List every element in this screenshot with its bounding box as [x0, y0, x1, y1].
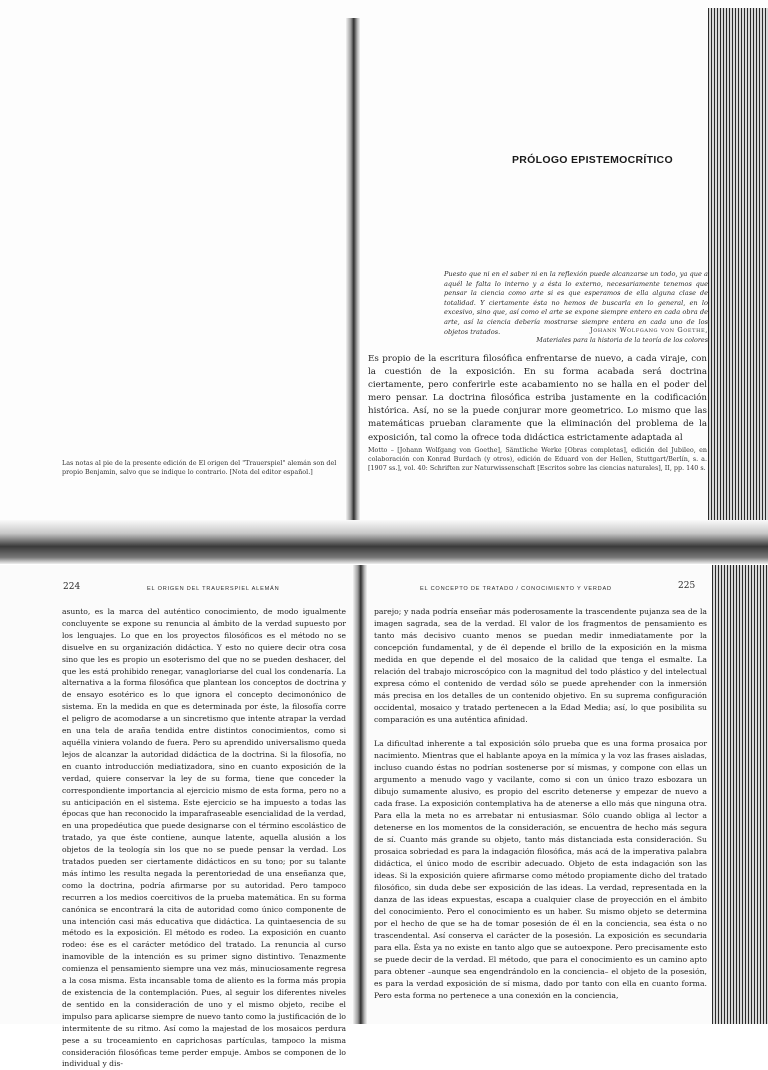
left-page-text: asunto, es la marca del auténtico conocimiento, de modo igualmente concluyente se expone su renuncia al ámbito de la verdad supuesto por los lenguajes. Lo que en los proyectos filosóficos es el método no se disuelve en su organización didáctica. Y esto no quiere decir otra cosa sino que les es propio un esoterismo del que no se pueden deshacer, del que les está prohibido renegar, vanagloriarse del cual los condenaría. La alternativa a la forma filosófica que plantean los conceptos de doctrina y de ensayo esotérico es lo que ignora el concepto decimonónico de sistema. En la medida en que es determinada por éste, la filosofía corre el peligro de acomodarse a un sincretismo que intente atrapar la verdad en una tela de araña tendida entre distintos conocimientos, como si aquélla viniera volando de fuera. Pero su aprendido universalismo queda lejos de alcanzar la autoridad didáctica de la doctrina. Si la filosofía, no en cuanto introducción mediatizadora, sino en cuanto exposición de la verdad, quiere conservar la ley de su forma, tiene que conceder la correspondiente importancia al ejercicio mismo de esta forma, pero no a su anticipación en el sistema. Este ejercicio se ha impuesto a todas las épocas que han reconocido la imparafraseable esencialidad de la verdad, en una propedéutica que puede designarse con el término escolástico de tratado, ya que éste contiene, aunque latente, aquella alusión a los objetos de la teología sin los que no se puede pensar la verdad. Los tratados pueden ser ciertamente didácticos en su tono; por su talante más íntimo les resulta negada la perentoriedad de una enseñanza que, como la doctrina, podría afirmarse por su autoridad. Pero tampoco recurren a los medios coercitivos de la prueba matemática. En su forma canónica se encontrará la cita de autoridad como único componente de una intención casi más educativa que didáctica. La quintaesencia de su método es la exposición. El método es rodeo. La exposición en cuanto rodeo: ése es el carácter metódico del tratado. La renuncia al curso inamovible de la intención es su primer signo distintivo. Tenazmente comienza el pensamiento siempre una vez más, minuciosamente regresa a la cosa misma. Esta incansable toma de aliento es la forma más propia de existencia de la contemplación. Pues, al seguir los diferentes niveles de sentido en la consideración de uno y el mismo objeto, recibe el impulso para aplicarse siempre de nuevo tanto como la justificación de lo intermitente de su ritmo. Así como la majestad de los mosaicos perdura pese a su troceamiento en caprichosas partículas, tampoco la misma consideración filosóficas teme perder empuje. Ambos se componen de lo individual y dis- [62, 607, 346, 1069]
footnote: Motto – [Johann Wolfgang von Goethe], Sämtliche Werke [Obras completas], edición del Jubileo, en colaboración con Konrad Burdach (y otros), edición de Eduard von der Hellen, Stuttgart/Berlín, s. a. [1907 ss.], vol. 40: Schriften zur Naturwissenschaft [Escritos sobre las ciencias naturales], II, pp. 140 s. [368, 446, 707, 472]
page-number-right: 225 [678, 581, 696, 591]
paragraph-1: parejo; y nada podría enseñar más poderosamente la trascendente pujanza sea de la imagen sagrada, sea de la verdad. El valor de los fragmentos de pensamiento es tanto más decisivo cuanto menos se puedan medir inmediatamente por la concepción fundamental, y de él depende el brillo de la exposición en la misma medida en que depende el del mosaico de la calidad que tenga el esmalte. La relación del trabajo microscópico con la magnitud del todo plástico y del intelectual expresa cómo el contenido de verdad sólo se puede aprehender con la inmersión más precisa en los detalles de un contenido objetivo. En su suprema configuración occidental, mosaico y tratado pertenecen a la Edad Media; así, lo que posibilita su comparación es una auténtica afinidad. [374, 607, 707, 724]
running-head-right: EL CONCEPTO DE TRATADO / CONOCIMIENTO Y VERDAD [420, 586, 612, 592]
bottom-gutter-shadow [353, 565, 367, 1024]
body-paragraph: Es propio de la escritura filosófica enfrentarse de nuevo, a cada viraje, con la cuestión de la exposición. En su forma acabada será doctrina ciertamente, pero conferirle este acabamiento no se halla en el poder del mero pensar. La doctrina filosófica estriba justamente en la codificación histórica. Así, no se la puede conjurar more geometrico. Lo mismo que las matemáticas prueban claramente que la eliminación del problema de la exposición, tal como la ofrece toda didáctica estrictamente adaptada al [368, 354, 707, 443]
epigraph-author: Johann Wolfgang von Goethe, [589, 326, 708, 334]
editor-note: Las notas al pie de la presente edición de El origen del "Trauerspiel" alemán son del propio Benjamin, salvo que se indique lo contrario. [Nota del editor español.] [62, 459, 337, 476]
page-number-left: 224 [63, 582, 81, 592]
paragraph-2: La dificultad inherente a tal exposición sólo prueba que es una forma prosaica por nacimiento. Mientras que el hablante apoya en la mímica y la voz las frases aisladas, incluso cuando éstas no podrían sostenerse por sí mismas, y compone con ellas un argumento a menudo vago y vacilante, como si con un único trazo esbozara un dibujo sumamente alusivo, es propio del escrito detenerse y empezar de nuevo a cada frase. La exposición contemplativa ha de atenerse a ello más que ninguna otra. Para ella la meta no es arrebatar ni entusiasmar. Sólo cuando obliga al lector a detenerse en los momentos de la consideración, se encuentra de hecho más segura de sí. Cuanto más grande su objeto, tanto más distanciada esta consideración. Su prosaica sobriedad es para la indagación filosófica, más acá de la imperativa palabra didáctica, el único modo de escribir adecuado. Objeto de esta indagación son las ideas. Si la exposición quiere afirmarse como método propiamente dicho del tratado filosófico, sin duda debe ser exposición de las ideas. La verdad, representada en la danza de las ideas expuestas, escapa a cualquier clase de proyección en el ámbito del conocimiento. Pero el conocimiento es un haber. Su mismo objeto se determina por el hecho de que se ha de tomar posesión de él en la conciencia, sea ésta o no trascendental. Así conserva el carácter de la posesión. La exposición es secundaria para ella. Ésta ya no existe en tanto algo que se autoexpone. Pero precisamente esto se puede decir de la verdad. El método, que para el conocimiento es un camino apto para obtener –aunque sea engendrándolo en la conciencia– el objeto de la posesión, es para la verdad exposición de sí misma, dado por tanto con ella en cuanto forma. Pero esta forma no pertenece a una conexión en la conciencia, [374, 739, 707, 1000]
top-gutter-shadow [346, 18, 360, 533]
page-edge-right [708, 8, 768, 528]
bottom-spread [0, 565, 768, 1069]
running-head-left: EL ORIGEN DEL TRAUERSPIEL ALEMÁN [147, 586, 280, 592]
page-edge-right-bottom [712, 565, 768, 1024]
book-edge-band [0, 520, 768, 564]
epigraph: Puesto que ni en el saber ni en la reflexión puede alcanzarse un todo, ya que a aquél le falta lo interno y a ésta lo externo, necesariamente tenemos que pensar la ciencia como arte si es que esperamos de ella alguna clase de totalidad. Y ciertamente ésta no hemos de buscarla en lo general, en lo excesivo, sino que, así como el arte se expone siempre entero en cada obra de arte, así la ciencia debería mostrarse siempre entera en cada uno de los objetos tratados. [444, 270, 708, 336]
chapter-title: PRÓLOGO EPISTEMOCRÍTICO [512, 154, 673, 166]
right-page-text [374, 606, 707, 1002]
epigraph-source: Materiales para la historia de la teoría de los colores [536, 336, 708, 344]
